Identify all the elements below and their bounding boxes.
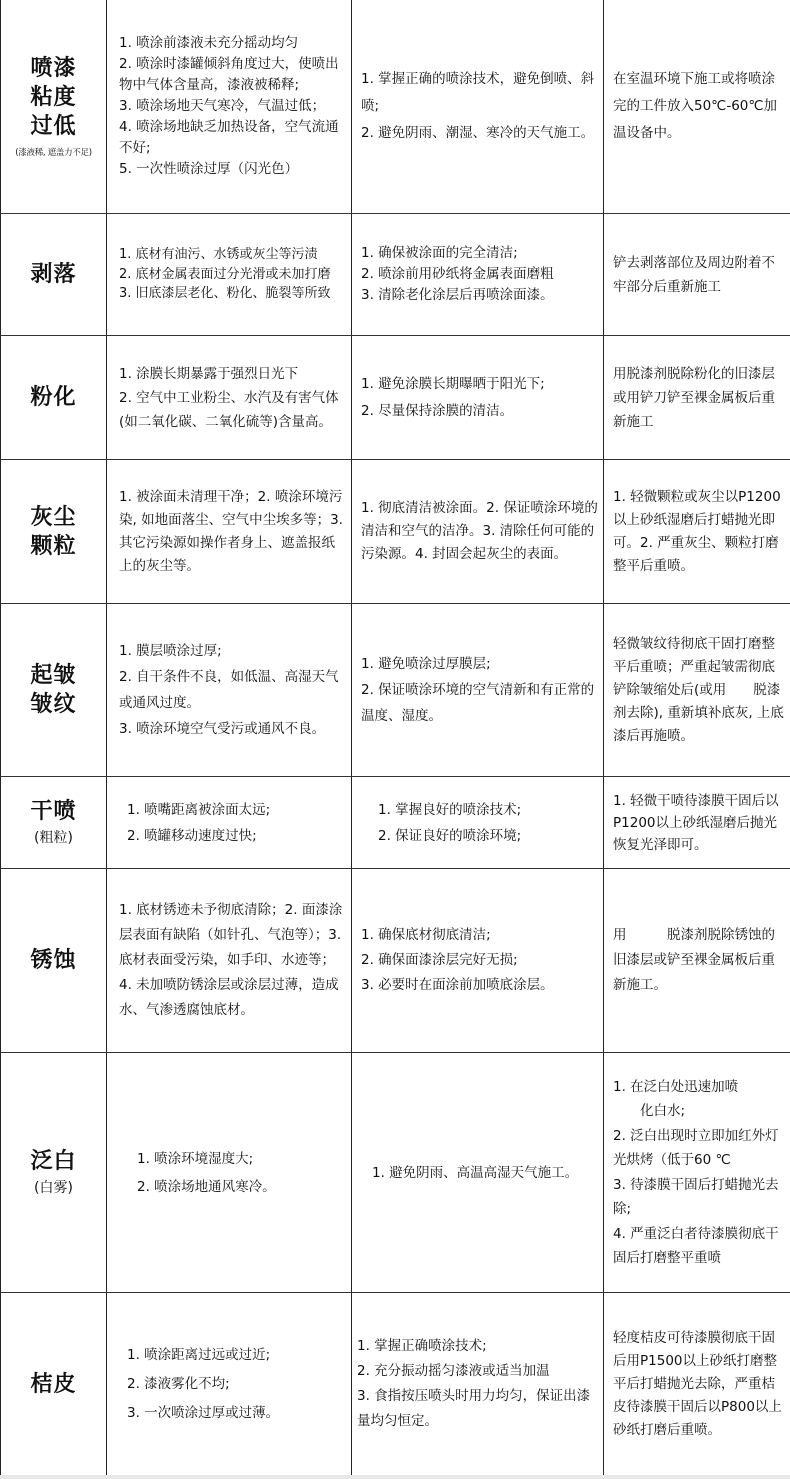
defect-name: 粉化 — [30, 385, 77, 410]
remedy-cell — [604, 0, 790, 213]
table-row — [0, 869, 790, 1052]
defect-name-cell — [0, 336, 107, 459]
table-row — [0, 336, 790, 459]
defect-name: 喷漆 粘度 过低 — [30, 56, 77, 139]
cause-cell — [107, 336, 352, 459]
remedy-text: 铲去剥落部位及周边附着不牢部分后重新施工 — [613, 254, 775, 295]
grid-line — [0, 0, 1, 1475]
defect-name-cell — [0, 777, 107, 868]
bottom-edge — [0, 1475, 790, 1479]
grid-line — [351, 0, 352, 1475]
defect-name: 桔皮 — [30, 1371, 77, 1397]
cause-text: 1. 涂膜长期暴露于强烈日光下 2. 空气中工业粉尘、水汽及有害气体(如二氧化碳、二氧化硫等)含量高。 — [119, 365, 339, 430]
remedy-text: 1. 在泛白处迅速加喷 化白水; 2. 泛白出现时立即加红外灯光烘烤（低于60 ℃ 3. 待漆膜干固后打蜡抛光去除; 4. 严重泛白者待漆膜彻底干固后打磨整平重喷 — [613, 1078, 779, 1266]
remedy-cell — [604, 336, 790, 459]
remedy-text: 轻度桔皮可待漆膜彻底干固后用P1500以上砂纸打磨整平后打蜡抛光去除，严重桔皮待漆膜干固后以P800以上砂纸打磨后重喷。 — [613, 1329, 782, 1438]
prevention-text: 1. 掌握良好的喷涂技术; 2. 保证良好的喷涂环境; — [378, 801, 522, 844]
defect-name: 锈蚀 — [30, 948, 77, 973]
prevention-cell — [352, 1053, 604, 1292]
cause-text: 1. 膜层喷涂过厚; 2. 自干条件不良，如低温、高湿天气或通风过度。 3. 喷涂环境空气受污或通风不良。 — [119, 643, 339, 737]
prevention-cell — [352, 336, 604, 459]
remedy-cell — [604, 1293, 790, 1475]
remedy-cell — [604, 604, 790, 776]
prevention-cell — [352, 777, 604, 868]
prevention-cell — [352, 1293, 604, 1475]
cause-cell — [107, 1293, 352, 1475]
grid-line — [0, 1052, 790, 1053]
cause-cell — [107, 777, 352, 868]
prevention-cell — [352, 604, 604, 776]
defect-name-cell — [0, 214, 107, 335]
cause-cell — [107, 1053, 352, 1292]
defect-name-cell — [0, 0, 107, 213]
prevention-text: 1. 确保底材彻底清洁; 2. 确保面漆涂层完好无损; 3. 必要时在面涂前加喷底涂层。 — [361, 927, 554, 993]
defect-name: 干喷 — [30, 799, 77, 824]
defect-name-cell — [0, 1053, 107, 1292]
defect-name: 灰尘 颗粒 — [30, 504, 77, 559]
remedy-cell — [604, 869, 790, 1052]
prevention-text: 1. 掌握正确的喷涂技术，避免倒喷、斜喷; 2. 避免阴雨、潮湿、寒冷的天气施工。 — [361, 71, 595, 141]
grid-line — [106, 0, 107, 1475]
cause-text: 1. 喷涂前漆液未充分摇动均匀 2. 喷涂时漆罐倾斜角度过大，使喷出物中气体含量高，漆液被稀释; 3. 喷涂场地天气寒冷，气温过低； 4. 喷涂场地缺乏加热设备，空气流通不好; 5. 一次性喷涂过厚（闪光色） — [119, 35, 339, 177]
prevention-text: 1. 避免阴雨、高温高湿天气施工。 — [372, 1164, 579, 1181]
defect-name-cell — [0, 1293, 107, 1475]
grid-line — [0, 459, 790, 460]
remedy-text: 轻微皱纹待彻底干固打磨整平后重喷；严重起皱需彻底铲除皱缩处后(或用 脱漆剂去除), 重新填补底灰, 上底漆后再施喷。 — [613, 635, 784, 744]
defect-subname: (白雾) — [34, 1180, 73, 1196]
defect-name: 泛白 — [30, 1149, 77, 1174]
grid-line — [0, 1292, 790, 1293]
cause-text: 1. 被涂面未清理干净；2. 喷涂环境污染, 如地面落尘、空气中尘埃多等；3. 其它污染源如操作者身上、遮盖报纸上的灰尘等。 — [119, 488, 343, 574]
cause-text: 1. 底材锈迹未予彻底清除；2. 面漆涂层表面有缺陷（如针孔、气泡等）；3. 底材表面受污染，如手印、水迹等；4. 未加喷防锈涂层或涂层过薄，造成水、气渗透腐蚀底材。 — [119, 902, 343, 1018]
table-row — [0, 0, 790, 213]
cause-text: 1. 喷嘴距离被涂面太远; 2. 喷罐移动速度过快; — [127, 801, 271, 844]
prevention-cell — [352, 869, 604, 1052]
cause-cell — [107, 460, 352, 603]
prevention-text: 1. 避免涂膜长期曝晒于阳光下; 2. 尽量保持涂膜的清洁。 — [361, 375, 545, 419]
table-row — [0, 604, 790, 776]
defect-subname: (粗粒) — [34, 830, 73, 846]
defect-name-cell — [0, 460, 107, 603]
remedy-text: 用 脱漆剂脱除锈蚀的旧漆层或铲至裸金属板后重新施工。 — [613, 927, 775, 993]
remedy-text: 1. 轻微干喷待漆膜干固后以P1200以上砂纸湿磨后抛光恢复光泽即可。 — [613, 792, 779, 853]
defect-name: 剥落 — [30, 262, 77, 287]
defect-name: 起皱 皱纹 — [30, 663, 77, 717]
grid-line — [0, 335, 790, 336]
defect-note: (漆液稀, 遮盖力不足) — [15, 148, 92, 158]
defect-name-cell — [0, 869, 107, 1052]
grid-line — [0, 868, 790, 869]
remedy-text: 在室温环境下施工或将喷涂完的工件放入50℃-60℃加温设备中。 — [613, 71, 778, 141]
remedy-cell — [604, 460, 790, 603]
defect-name-cell — [0, 604, 107, 776]
grid-line — [603, 0, 604, 1475]
grid-line — [0, 213, 790, 214]
cause-cell — [107, 604, 352, 776]
prevention-text: 1. 确保被涂面的完全清洁; 2. 喷涂前用砂纸将金属表面磨粗 3. 清除老化涂层后再喷涂面漆。 — [361, 245, 554, 303]
cause-cell — [107, 214, 352, 335]
cause-text: 1. 底材有油污、水锈或灰尘等污渍 2. 底材金属表面过分光滑或未加打磨 3. 旧底漆层老化、粉化、脆裂等所致 — [119, 247, 331, 302]
cause-cell — [107, 869, 352, 1052]
cause-text: 1. 喷涂距离过远或过近; 2. 漆液雾化不均; 3. 一次喷涂过厚或过薄。 — [127, 1346, 280, 1421]
remedy-text: 1. 轻微颗粒或灰尘以P1200以上砂纸湿磨后打蜡抛光即可。2. 严重灰尘、颗粒打磨整平后重喷。 — [613, 488, 781, 574]
remedy-cell — [604, 777, 790, 868]
table-row — [0, 460, 790, 603]
prevention-text: 1. 避免喷涂过厚膜层; 2. 保证喷涂环境的空气清新和有正常的温度、湿度。 — [361, 656, 595, 724]
remedy-cell — [604, 1053, 790, 1292]
cause-text: 1. 喷涂环境湿度大; 2. 喷涂场地通风寒冷。 — [137, 1150, 276, 1195]
table-row — [0, 1293, 790, 1475]
prevention-cell — [352, 0, 604, 213]
table-row — [0, 777, 790, 868]
remedy-text: 用脱漆剂脱除粉化的旧漆层或用铲刀铲至裸金属板后重新施工 — [613, 365, 775, 430]
prevention-text: 1. 彻底清洁被涂面。2. 保证喷涂环境的清洁和空气的洁净。3. 清除任何可能的污染源。4. 封固会起灰尘的表面。 — [361, 500, 598, 562]
grid-line — [0, 603, 790, 604]
grid-line — [0, 776, 790, 777]
prevention-cell — [352, 460, 604, 603]
cause-cell — [107, 0, 352, 213]
prevention-text: 1. 掌握正确喷涂技术; 2. 充分振动摇匀漆液或适当加温 3. 食指按压喷头时用力均匀，保证出漆量均匀恒定。 — [357, 1338, 591, 1429]
remedy-cell — [604, 214, 790, 335]
prevention-cell — [352, 214, 604, 335]
table-row — [0, 1053, 790, 1292]
table-row — [0, 214, 790, 335]
